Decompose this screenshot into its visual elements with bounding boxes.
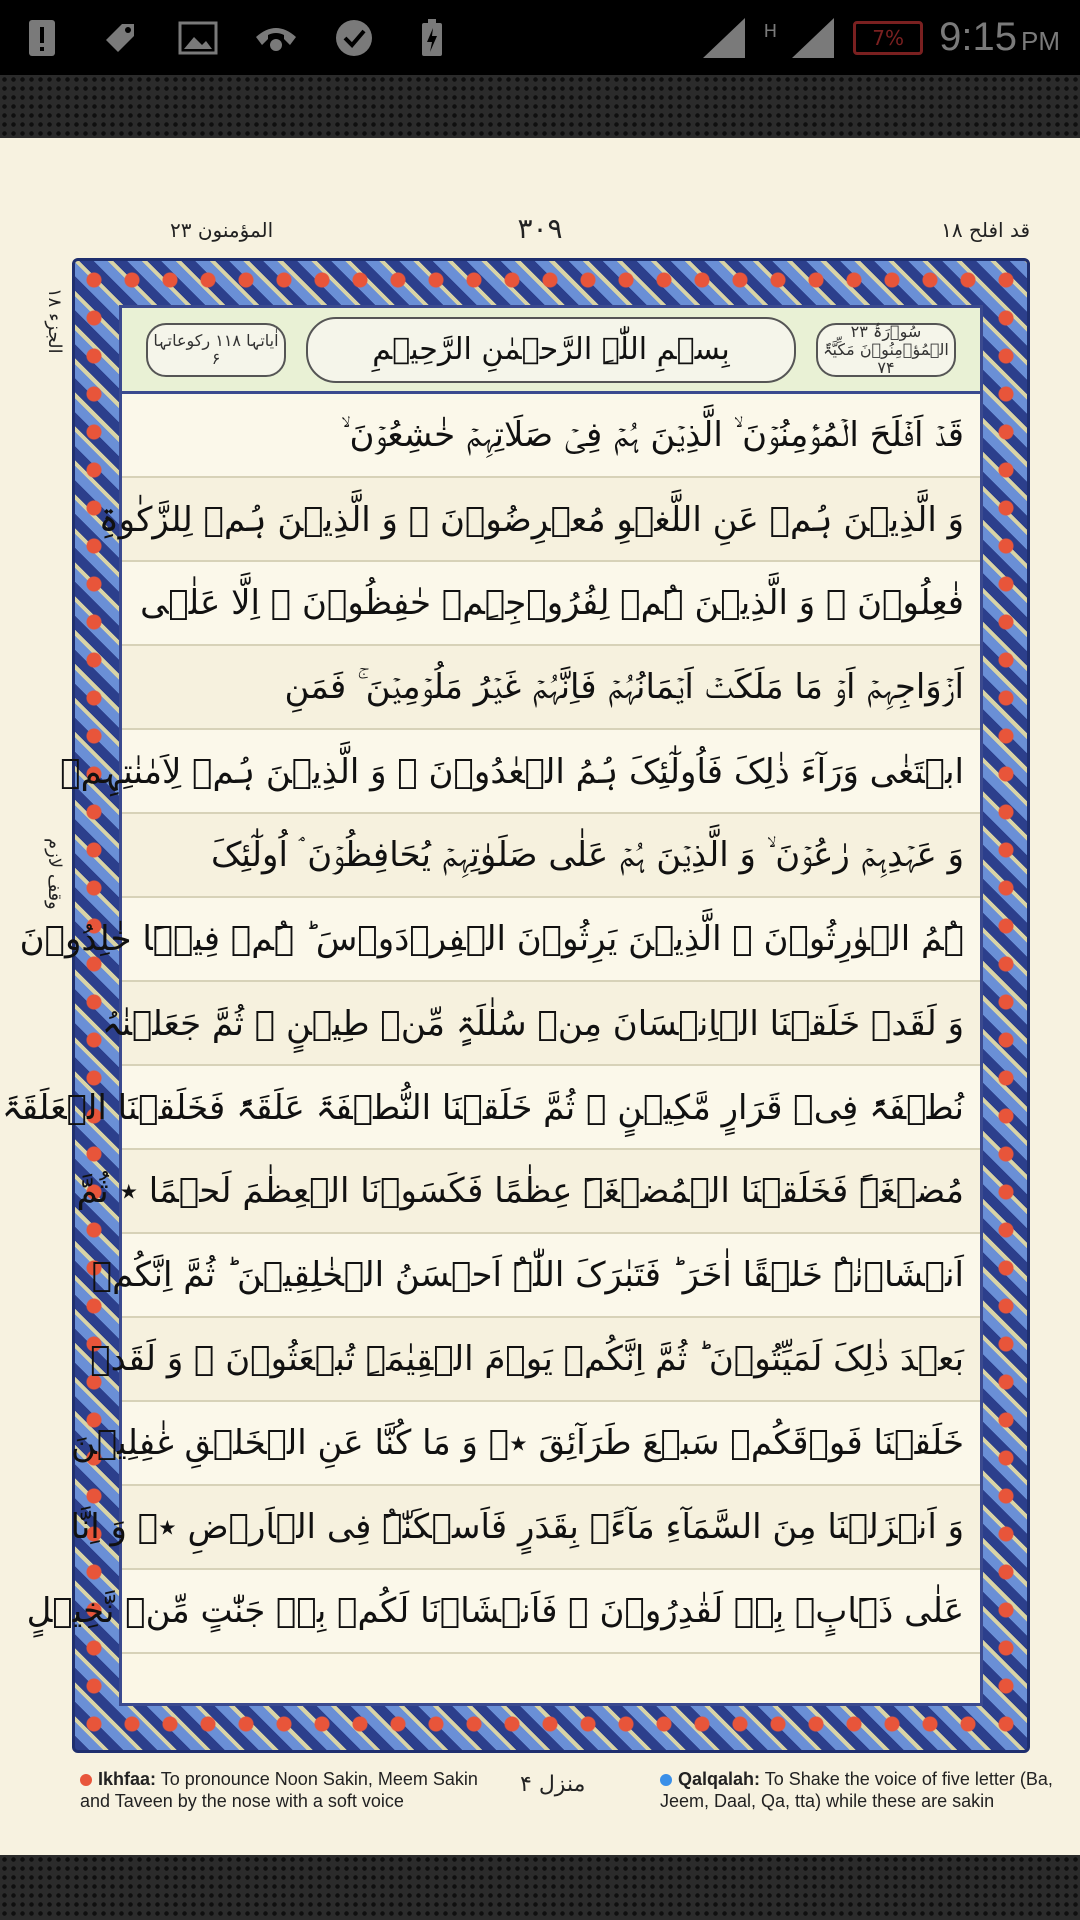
bismillah: بِسۡمِ اللّٰہِ الرَّحۡمٰنِ الرَّحِیۡمِ: [306, 317, 796, 383]
juz-name-header: قد افلح ۱۸: [941, 218, 1030, 242]
network-type: H: [763, 21, 778, 42]
verse-line: بَعۡدَ ذٰلِکَ لَمَیِّتُوۡنَ ؕ ثُمَّ اِنَّکُمۡ یَوۡمَ الۡقِیٰمَۃِ تُبۡعَثُوۡنَ ۚ وَ لَقَدۡ: [122, 1318, 980, 1402]
qalqalah-note: [660, 1768, 1080, 1812]
clock-ampm: PM: [1021, 26, 1060, 56]
status-bar: [0, 0, 1080, 75]
quran-page[interactable]: [0, 138, 1080, 1855]
verse-line: وَ عَہۡدِہِمۡ رٰعُوۡنَ ۙ وَ الَّذِیۡنَ ہُمۡ عَلٰی صَلَوٰتِہِمۡ یُحَافِظُوۡنَ ۘ اُولٰٓئِکَ: [122, 814, 980, 898]
juz-marker: الجزء ۱۸: [44, 288, 65, 354]
notification-icons: [20, 16, 704, 60]
surah-name-header: المؤمنون ۲۳: [170, 218, 274, 242]
verse-line: وَ الَّذِیۡنَ ہُمۡ عَنِ اللَّغۡوِ مُعۡرِضُوۡنَ ۙ وَ الَّذِیۡنَ ہُمۡ لِلزَّکٰوۃِ: [122, 478, 980, 562]
verse-line: فٰعِلُوۡنَ ۙ وَ الَّذِیۡنَ ہُمۡ لِفُرُوۡجِہِمۡ حٰفِظُوۡنَ ۙ اِلَّا عَلٰۤی: [122, 562, 980, 646]
tag-icon: [98, 16, 142, 60]
verse-line: مُضۡغَۃً فَخَلَقۡنَا الۡمُضۡغَۃَ عِظٰمًا فَکَسَوۡنَا الۡعِظٰمَ لَحۡمًا ٭ ثُمَّ: [122, 1150, 980, 1234]
verse-line: وَ اَنۡزَلۡنَا مِنَ السَّمَآءِ مَآءًۢ بِقَدَرٍ فَاَسۡکَنّٰہُ فِی الۡاَرۡضِ ٭ۖ وَ اِنَّا: [122, 1486, 980, 1570]
phone-icon: [254, 16, 298, 60]
page-number: ۳۰۹: [517, 212, 563, 245]
clock-time: 9:15: [939, 15, 1017, 59]
qalqalah-dot-icon: [660, 1774, 672, 1786]
check-icon: [332, 16, 376, 60]
bottom-toolbar: [0, 1855, 1080, 1920]
battery-saver-icon: [410, 16, 454, 60]
surah-title-box: [122, 308, 980, 394]
ikhfaa-term: Ikhfaa:: [98, 1769, 157, 1789]
verse-line: عَلٰی ذَہَابٍۭ بِہٖ لَقٰدِرُوۡنَ ۚ فَاَنۡشَاۡنَا لَکُمۡ بِہٖ جَنّٰتٍ مِّنۡ نَّخِیۡلٍ: [122, 1570, 980, 1654]
verse-line: ہُمُ الۡوٰرِثُوۡنَ ۙ الَّذِیۡنَ یَرِثُوۡنَ الۡفِرۡدَوۡسَ ؕ ہُمۡ فِیۡہَا خٰلِدُوۡنَ: [122, 898, 980, 982]
signal-icon-2: [793, 16, 837, 60]
ayat-count-box: اٰیاتہا ۱۱۸ رکوعاتہا ۶: [146, 323, 286, 377]
manzil-label: منزل ۴: [520, 1772, 586, 1797]
verse-line: وَ لَقَدۡ خَلَقۡنَا الۡاِنۡسَانَ مِنۡ سُلٰلَۃٍ مِّنۡ طِیۡنٍ ۚ ثُمَّ جَعَلۡنٰہُ: [122, 982, 980, 1066]
top-toolbar: [0, 75, 1080, 138]
verse-line: ابۡتَغٰی وَرَآءَ ذٰلِکَ فَاُولٰٓئِکَ ہُمُ الۡعٰدُوۡنَ ۚ وَ الَّذِیۡنَ ہُمۡ لِاَمٰنٰتِہِمۡ: [122, 730, 980, 814]
page-header: [0, 212, 1080, 258]
qalqalah-term: Qalqalah:: [678, 1769, 761, 1789]
ikhfaa-text: To pronounce Noon Sakin, Meem Sakin and Taveen by the nose with a soft voice: [80, 1769, 478, 1811]
verse-line: اَزۡوَاجِہِمۡ اَوۡ مَا مَلَکَتۡ اَیۡمَانُہُمۡ فَاِنَّہُمۡ غَیۡرُ مَلُوۡمِیۡنَ ۚ فَمَنِ: [122, 646, 980, 730]
battery-indicator: 7%: [853, 21, 923, 55]
surah-info-box: ۲۳ سُوۡرَۃُ الۡمُؤۡمِنُوۡنَ مَکِّیَّۃٌ ۷۴: [816, 323, 956, 377]
system-status: [704, 15, 1060, 60]
verse-line: نُطۡفَۃً فِیۡ قَرَارٍ مَّکِیۡنٍ ۪ ثُمَّ خَلَقۡنَا النُّطۡفَۃَ عَلَقَۃً فَخَلَقۡنَا الۡعَلَقَۃَ: [122, 1066, 980, 1150]
ikhfaa-note: [80, 1768, 500, 1812]
verse-line: خَلَقۡنَا فَوۡقَکُمۡ سَبۡعَ طَرَآئِقَ ٭ۖ وَ مَا کُنَّا عَنِ الۡخَلۡقِ غٰفِلِیۡنَ: [122, 1402, 980, 1486]
verse-line: اَنۡشَاۡنٰہُ خَلۡقًا اٰخَرَ ؕ فَتَبٰرَکَ اللّٰہُ اَحۡسَنُ الۡخٰلِقِیۡنَ ؕ ثُمَّ اِنَّکُمۡ: [122, 1234, 980, 1318]
signal-icon: [704, 16, 748, 60]
alert-icon: [20, 16, 64, 60]
clock: [939, 15, 1060, 60]
ikhfaa-dot-icon: [80, 1774, 92, 1786]
image-icon: [176, 16, 220, 60]
verse-line: قَدۡ اَفۡلَحَ الۡمُؤۡمِنُوۡنَ ۙ الَّذِیۡنَ ہُمۡ فِیۡ صَلَاتِہِمۡ خٰشِعُوۡنَ ۙ: [122, 394, 980, 478]
waqf-marker: وقف لازم: [44, 838, 65, 910]
qalqalah-text: To Shake the voice of five letter (Ba, Jeem, Daal, Qa, tta) while these are sakin: [660, 1769, 1053, 1811]
tajweed-legend: [0, 1758, 1080, 1838]
